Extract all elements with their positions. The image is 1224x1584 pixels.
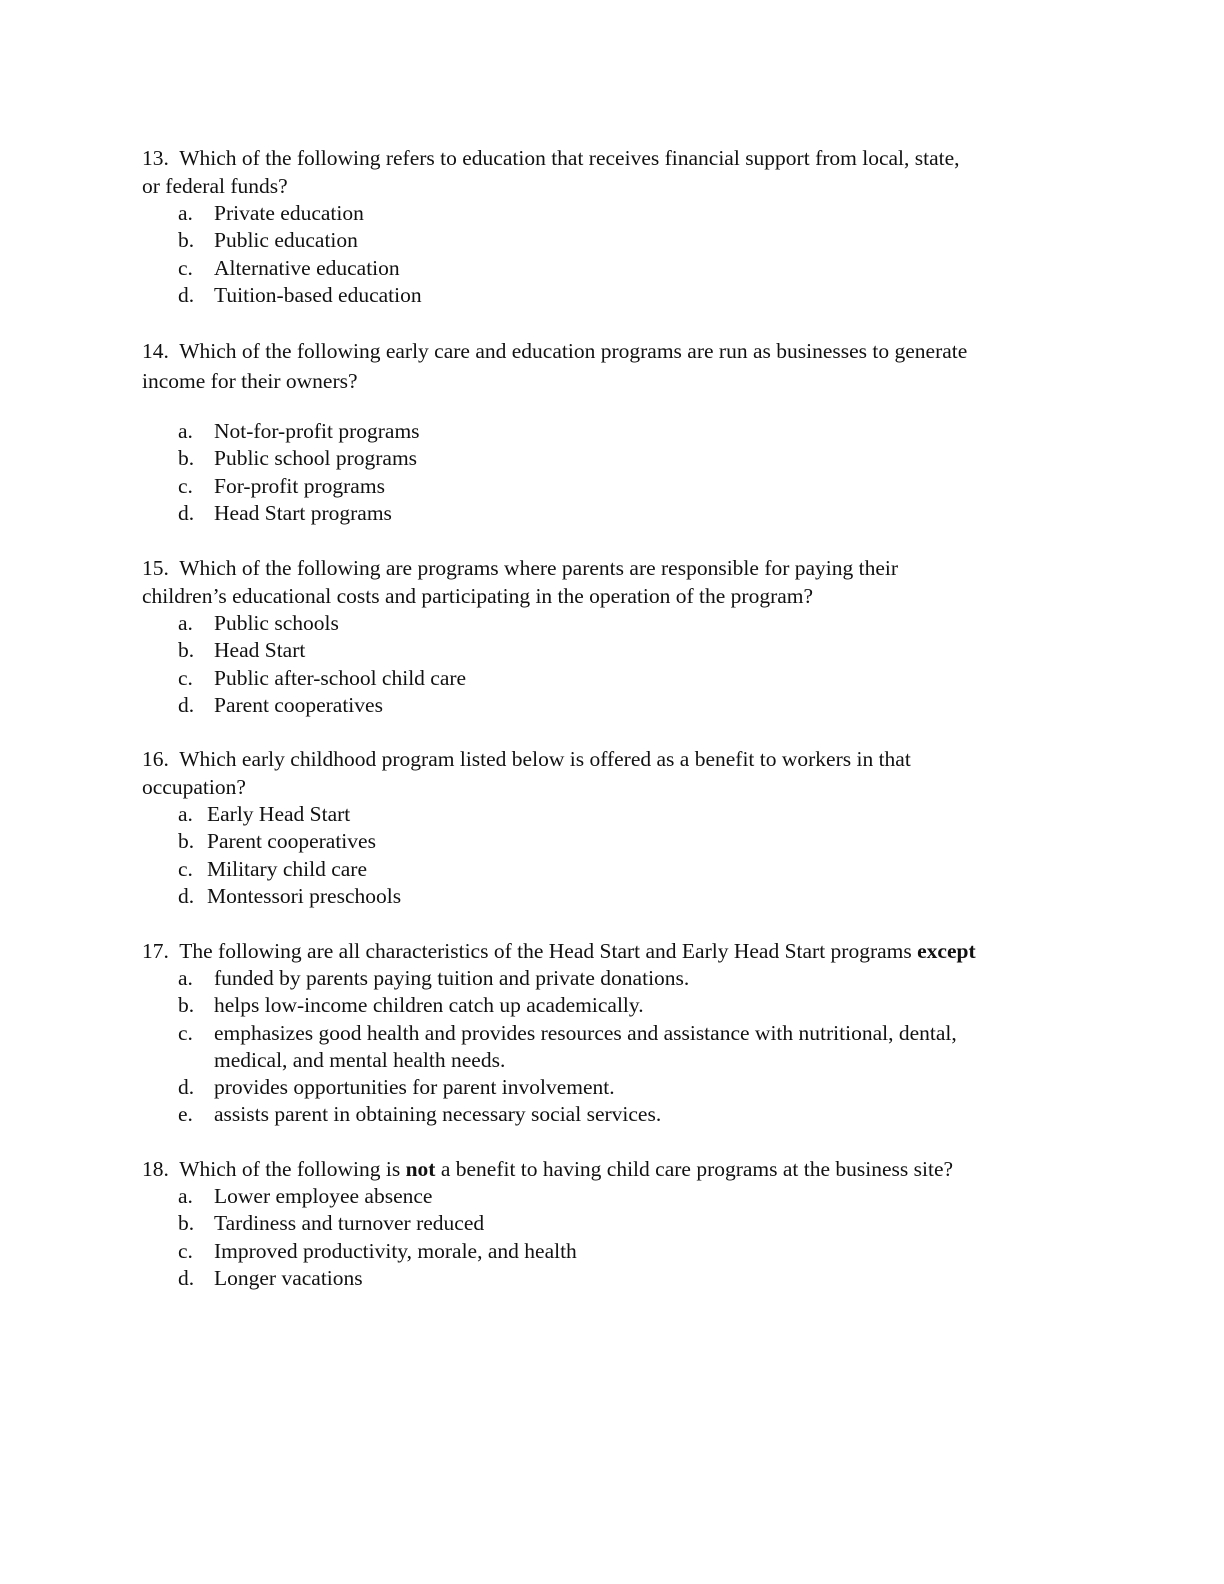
- question-18-text: [142, 1155, 1082, 1183]
- question-15: [142, 554, 1082, 719]
- option-d[interactable]: [142, 500, 1082, 527]
- option-text: Head Start programs: [214, 500, 392, 525]
- option-letter: d.: [178, 1075, 195, 1100]
- options-list: [142, 418, 1082, 527]
- question-16: [142, 745, 1082, 910]
- question-14-text: [142, 336, 1082, 396]
- option-c[interactable]: [142, 1238, 1082, 1265]
- option-a[interactable]: [142, 965, 1082, 992]
- option-text: funded by parents paying tuition and private donations.: [214, 966, 690, 990]
- option-c[interactable]: [142, 856, 1082, 883]
- option-letter: e.: [178, 1102, 193, 1127]
- option-letter: a.: [178, 611, 193, 635]
- options-list: [142, 965, 1082, 1129]
- option-letter: c.: [178, 255, 193, 280]
- question-number: 17.: [142, 939, 169, 963]
- options-list: [142, 610, 1082, 719]
- option-letter: a.: [178, 201, 193, 225]
- question-13: [142, 144, 1082, 309]
- option-text-line: medical, and mental health needs.: [214, 1047, 506, 1072]
- question-number: 15.: [142, 556, 169, 580]
- option-text: Tardiness and turnover reduced: [214, 1211, 485, 1236]
- option-letter: b.: [178, 638, 195, 663]
- question-line: Which of the following are programs where parents are responsible for paying their: [179, 556, 899, 580]
- question-15-text: [142, 554, 1082, 610]
- option-letter: d.: [178, 692, 195, 717]
- option-b[interactable]: [142, 828, 1082, 855]
- option-text: Not-for-profit programs: [214, 419, 420, 443]
- options-list: [142, 1183, 1082, 1292]
- option-text: Lower employee absence: [214, 1184, 433, 1208]
- option-text: Public schools: [214, 611, 339, 635]
- emphasis-word: except: [917, 939, 976, 963]
- option-letter: d.: [178, 883, 195, 908]
- question-line: a benefit to having child care programs at the business site?: [440, 1157, 954, 1181]
- option-b[interactable]: [142, 992, 1082, 1019]
- option-text: Head Start: [214, 638, 306, 663]
- question-14: [142, 336, 1082, 527]
- option-d[interactable]: [142, 692, 1082, 719]
- question-17: [142, 937, 1082, 1129]
- option-text: Private education: [214, 201, 364, 225]
- option-text: Public education: [214, 228, 358, 253]
- emphasis-word: not: [405, 1157, 436, 1181]
- option-a[interactable]: [142, 418, 1082, 445]
- option-text: Alternative education: [214, 255, 400, 280]
- options-list: [142, 200, 1082, 309]
- question-number: 13.: [142, 146, 169, 170]
- option-b[interactable]: [142, 637, 1082, 664]
- option-text: Public after-school child care: [214, 665, 467, 690]
- question-16-text: [142, 745, 1082, 801]
- option-e[interactable]: [142, 1101, 1082, 1128]
- option-letter: d.: [178, 500, 195, 525]
- option-text: Longer vacations: [214, 1265, 363, 1290]
- option-b[interactable]: [142, 227, 1082, 254]
- option-text: [214, 1020, 957, 1075]
- option-letter: c.: [178, 1238, 193, 1263]
- option-text-line: emphasizes good health and provides resources and assistance with nutritional, dental,: [214, 1020, 957, 1045]
- option-text: Improved productivity, morale, and health: [214, 1238, 577, 1263]
- question-line: occupation?: [142, 775, 246, 799]
- question-line: children’s educational costs and participating in the operation of the program?: [142, 584, 814, 608]
- option-d[interactable]: [142, 883, 1082, 910]
- question-line: or federal funds?: [142, 174, 288, 198]
- option-text: Parent cooperatives: [214, 692, 383, 717]
- option-a[interactable]: [142, 801, 1082, 828]
- option-letter: a.: [178, 419, 193, 443]
- option-a[interactable]: [142, 200, 1082, 227]
- option-d[interactable]: [142, 282, 1082, 309]
- question-line: Which early childhood program listed below is offered as a benefit to workers in that: [179, 747, 911, 771]
- option-letter: a.: [178, 966, 193, 990]
- option-letter: c.: [178, 856, 193, 881]
- option-letter: c.: [178, 665, 193, 690]
- option-a[interactable]: [142, 1183, 1082, 1210]
- option-letter: d.: [178, 282, 195, 307]
- option-text: Public school programs: [214, 446, 418, 471]
- question-number: 18.: [142, 1157, 169, 1181]
- option-text: Tuition-based education: [214, 282, 422, 307]
- option-b[interactable]: [142, 445, 1082, 472]
- option-text: assists parent in obtaining necessary social services.: [214, 1102, 662, 1127]
- option-letter: c.: [178, 473, 193, 498]
- option-text: helps low-income children catch up academically.: [214, 993, 644, 1018]
- option-text: Military child care: [207, 856, 367, 881]
- option-text: provides opportunities for parent involvement.: [214, 1075, 615, 1100]
- option-letter: b.: [178, 446, 195, 471]
- question-line: Which of the following refers to education that receives financial support from local, state,: [179, 146, 960, 170]
- option-c[interactable]: [142, 665, 1082, 692]
- option-letter: a.: [178, 1184, 193, 1208]
- option-c[interactable]: [142, 255, 1082, 282]
- option-a[interactable]: [142, 610, 1082, 637]
- option-text: For-profit programs: [214, 473, 385, 498]
- question-17-text: [142, 937, 1082, 965]
- option-letter: a.: [178, 802, 193, 826]
- option-letter: b.: [178, 1211, 195, 1236]
- option-text: Early Head Start: [207, 802, 351, 826]
- question-number: 16.: [142, 747, 169, 771]
- option-letter: b.: [178, 829, 195, 854]
- question-18: [142, 1155, 1082, 1292]
- option-c[interactable]: [142, 1020, 1082, 1075]
- option-d[interactable]: [142, 1265, 1082, 1292]
- question-number: 14.: [142, 339, 169, 363]
- option-letter: c.: [178, 1020, 193, 1045]
- question-line: Which of the following early care and education programs are run as businesses to generate: [179, 339, 968, 363]
- question-line: income for their owners?: [142, 369, 358, 393]
- option-letter: d.: [178, 1265, 195, 1290]
- option-d[interactable]: [142, 1074, 1082, 1101]
- option-letter: b.: [178, 228, 195, 253]
- option-c[interactable]: [142, 473, 1082, 500]
- question-line: The following are all characteristics of the Head Start and Early Head Start programs: [179, 939, 912, 963]
- options-list: [142, 801, 1082, 910]
- question-13-text: [142, 144, 1082, 200]
- question-line: Which of the following is: [179, 1157, 401, 1181]
- option-b[interactable]: [142, 1210, 1082, 1237]
- option-letter: b.: [178, 993, 195, 1018]
- option-text: Montessori preschools: [207, 883, 402, 908]
- option-text: Parent cooperatives: [207, 829, 376, 854]
